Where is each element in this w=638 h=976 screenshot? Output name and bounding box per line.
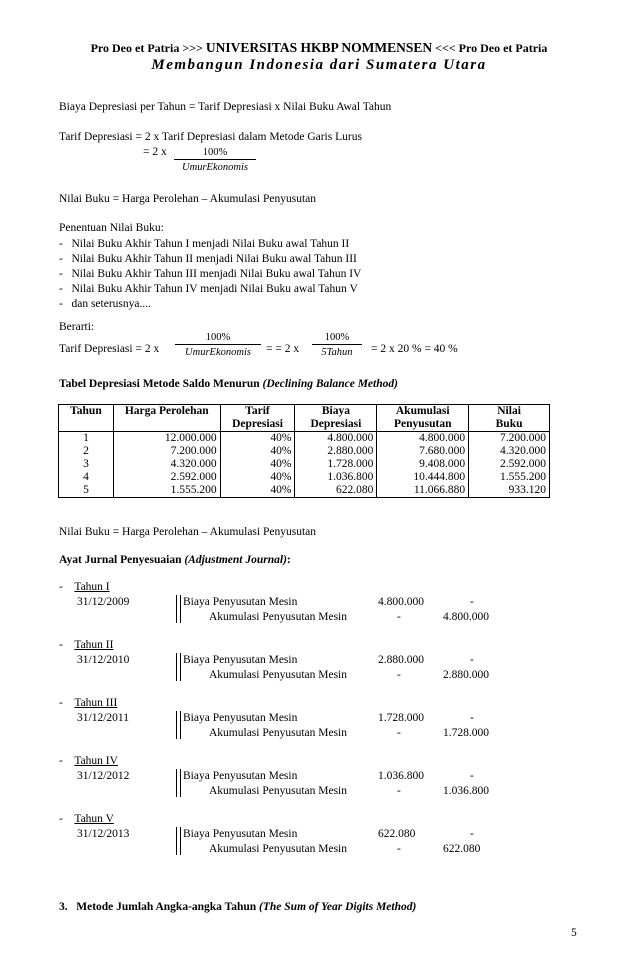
penentuan-title: Penentuan Nilai Buku: (59, 222, 164, 234)
cell-year: 1 (59, 432, 114, 446)
cell-book-value: 2.592.000 (469, 458, 550, 471)
entry-credit-debit-dash: - (397, 843, 401, 855)
cell-cost: 7.200.000 (113, 445, 220, 458)
section-title: Metode Jumlah Angka-angka Tahun (76, 901, 257, 913)
entry-credit-debit-dash: - (397, 727, 401, 739)
list-item: - Nilai Buku Akhir Tahun IV menjadi Nilai Buku awal Tahun V (59, 283, 358, 295)
list-item: - dan seterusnya.... (59, 298, 151, 310)
cell-accumulated: 9.408.000 (377, 458, 469, 471)
table-row (59, 458, 550, 471)
cell-accumulated: 4.800.000 (377, 432, 469, 446)
entry-credit-account: Akumulasi Penyusutan Mesin (209, 669, 347, 681)
entry-dash: - (59, 639, 63, 651)
cell-accumulated: 11.066.880 (377, 484, 469, 498)
table-row (59, 471, 550, 484)
fraction-umur-ekonomis (174, 147, 256, 173)
cell-rate: 40% (220, 432, 295, 446)
entry-date: 31/12/2010 (77, 654, 130, 666)
header-motto: Membangun Indonesia dari Sumatera Utara (151, 57, 487, 73)
fraction-a-denominator: UmurEkonomis (185, 347, 251, 358)
col-header: Tahun (59, 405, 114, 432)
fraction-b (312, 332, 362, 358)
cell-rate: 40% (220, 458, 295, 471)
entry-debit-credit-dash: - (470, 712, 474, 724)
table-title-text: Tabel Depresiasi Metode Saldo Menurun (59, 378, 260, 390)
entry-dash: - (59, 813, 63, 825)
entry-debit-amount: 2.880.000 (378, 654, 424, 666)
entry-credit-account: Akumulasi Penyusutan Mesin (209, 611, 347, 623)
cell-cost: 1.555.200 (113, 484, 220, 498)
cell-accumulated: 10.444.800 (377, 471, 469, 484)
table-row (59, 484, 550, 498)
cell-book-value: 933.120 (469, 484, 550, 498)
list-item-text: Nilai Buku Akhir Tahun IV menjadi Nilai Buku awal Tahun V (71, 283, 358, 295)
entry-year-label: Tahun I (74, 581, 110, 593)
entry-credit-account: Akumulasi Penyusutan Mesin (209, 727, 347, 739)
entry-year-label: Tahun IV (74, 755, 118, 767)
section-3-heading (59, 901, 416, 913)
entry-debit-account: Biaya Penyusutan Mesin (183, 654, 298, 666)
list-item: - Nilai Buku Akhir Tahun I menjadi Nilai Buku awal Tahun II (59, 238, 350, 250)
cell-rate: 40% (220, 484, 295, 498)
berarti-mid: = = 2 x (266, 343, 300, 355)
cell-expense: 1.728.000 (295, 458, 377, 471)
entry-debit-amount: 4.800.000 (378, 596, 424, 608)
entry-credit-debit-dash: - (397, 669, 401, 681)
penentuan-list (59, 237, 361, 312)
entry-credit-amount: 622.080 (443, 843, 481, 855)
col-header: Biaya Depresiasi (295, 405, 377, 432)
entry-credit-account: Akumulasi Penyusutan Mesin (209, 785, 347, 797)
cell-year: 3 (59, 458, 114, 471)
table-title-italic: (Declining Balance Method) (262, 378, 398, 390)
cell-year: 5 (59, 484, 114, 498)
list-item-text: Nilai Buku Akhir Tahun I menjadi Nilai Buku awal Tahun II (71, 238, 350, 250)
col-header: Akumulasi Penyusutan (377, 405, 469, 432)
entry-debit-credit-dash: - (470, 828, 474, 840)
cell-cost: 4.320.000 (113, 458, 220, 471)
nilai-buku-formula: Nilai Buku = Harga Perolehan – Akumulasi Penyusutan (59, 193, 317, 205)
entry-debit-credit-dash: - (470, 596, 474, 608)
list-item-text: Nilai Buku Akhir Tahun III menjadi Nilai Buku awal Tahun IV (71, 268, 362, 280)
journal-title-text: Ayat Jurnal Penyesuaian (59, 554, 182, 566)
col-header: Harga Perolehan (113, 405, 220, 432)
entry-divider (176, 711, 181, 739)
cell-expense: 1.036.800 (295, 471, 377, 484)
entry-date: 31/12/2009 (77, 596, 130, 608)
cell-rate: 40% (220, 445, 295, 458)
journal-entry-year (59, 755, 118, 767)
entry-debit-account: Biaya Penyusutan Mesin (183, 828, 298, 840)
entry-credit-amount: 1.728.000 (443, 727, 489, 739)
entry-credit-amount: 1.036.800 (443, 785, 489, 797)
berarti-lead: Tarif Depresiasi = 2 x (59, 343, 160, 355)
journal-entry-year (59, 639, 113, 651)
entry-year-label: Tahun V (74, 813, 114, 825)
entry-divider (176, 769, 181, 797)
list-item: - Nilai Buku Akhir Tahun II menjadi Nilai Buku awal Tahun III (59, 253, 357, 265)
cell-year: 4 (59, 471, 114, 484)
page-number: 5 (571, 927, 577, 939)
cell-expense: 2.880.000 (295, 445, 377, 458)
entry-credit-account: Akumulasi Penyusutan Mesin (209, 843, 347, 855)
berarti-title: Berarti: (59, 321, 95, 333)
entry-dash: - (59, 581, 63, 593)
table-row (59, 432, 550, 446)
entry-year-label: Tahun II (74, 639, 114, 651)
entry-credit-debit-dash: - (397, 785, 401, 797)
biaya-formula: Biaya Depresiasi per Tahun = Tarif Depresiasi x Nilai Buku Awal Tahun (59, 101, 392, 113)
header-right: <<< Pro Deo et Patria (435, 41, 548, 55)
fraction-b-numerator: 100% (312, 332, 362, 345)
journal-entry-year (59, 581, 110, 593)
cell-accumulated: 7.680.000 (377, 445, 469, 458)
col-header: Nilai Buku (469, 405, 550, 432)
entry-debit-account: Biaya Penyusutan Mesin (183, 596, 298, 608)
entry-credit-debit-dash: - (397, 611, 401, 623)
page-header (0, 40, 638, 56)
entry-divider (176, 653, 181, 681)
entry-debit-credit-dash: - (470, 770, 474, 782)
table-title (59, 378, 398, 390)
list-item: - Nilai Buku Akhir Tahun III menjadi Nilai Buku awal Tahun IV (59, 268, 362, 280)
section-title-italic: (The Sum of Year Digits Method) (259, 901, 417, 913)
cell-book-value: 1.555.200 (469, 471, 550, 484)
col-header: Tarif Depresiasi (220, 405, 295, 432)
depreciation-table (58, 404, 550, 498)
table-header-row (59, 405, 550, 432)
table-row (59, 445, 550, 458)
entry-dash: - (59, 755, 63, 767)
tarif-formula-line2: = 2 x (143, 146, 167, 158)
section-number: 3. (59, 901, 68, 913)
entry-credit-amount: 4.800.000 (443, 611, 489, 623)
tarif-formula-line1: Tarif Depresiasi = 2 x Tarif Depresiasi dalam Metode Garis Lurus (59, 131, 362, 143)
cell-year: 2 (59, 445, 114, 458)
entry-date: 31/12/2013 (77, 828, 130, 840)
entry-date: 31/12/2011 (77, 712, 129, 724)
nilai-buku-formula-2: Nilai Buku = Harga Perolehan – Akumulasi Penyusutan (59, 526, 317, 538)
cell-rate: 40% (220, 471, 295, 484)
entry-date: 31/12/2012 (77, 770, 130, 782)
cell-expense: 4.800.000 (295, 432, 377, 446)
journal-entry-year (59, 697, 117, 709)
entry-debit-amount: 1.036.800 (378, 770, 424, 782)
header-university: UNIVERSITAS HKBP NOMMENSEN (205, 40, 433, 55)
cell-cost: 12.000.000 (113, 432, 220, 446)
fraction-numerator: 100% (174, 147, 256, 160)
entry-debit-account: Biaya Penyusutan Mesin (183, 770, 298, 782)
list-item-text: dan seterusnya.... (71, 298, 151, 310)
fraction-a-numerator: 100% (175, 332, 261, 345)
cell-expense: 622.080 (295, 484, 377, 498)
fraction-denominator: UmurEkonomis (182, 162, 248, 173)
journal-title-colon: : (286, 554, 291, 566)
entry-debit-amount: 622.080 (378, 828, 416, 840)
entry-divider (176, 595, 181, 623)
list-item-text: Nilai Buku Akhir Tahun II menjadi Nilai Buku awal Tahun III (71, 253, 357, 265)
cell-cost: 2.592.000 (113, 471, 220, 484)
fraction-b-denominator: 5Tahun (321, 347, 353, 358)
entry-year-label: Tahun III (74, 697, 118, 709)
entry-debit-amount: 1.728.000 (378, 712, 424, 724)
journal-title (59, 554, 291, 566)
entry-debit-account: Biaya Penyusutan Mesin (183, 712, 298, 724)
cell-book-value: 7.200.000 (469, 432, 550, 446)
entry-credit-amount: 2.880.000 (443, 669, 489, 681)
journal-entry-year (59, 813, 114, 825)
journal-title-italic: (Adjustment Journal) (184, 554, 287, 566)
cell-book-value: 4.320.000 (469, 445, 550, 458)
header-left: Pro Deo et Patria >>> (90, 41, 203, 55)
entry-divider (176, 827, 181, 855)
berarti-tail: = 2 x 20 % = 40 % (371, 343, 458, 355)
entry-debit-credit-dash: - (470, 654, 474, 666)
entry-dash: - (59, 697, 63, 709)
fraction-a (175, 332, 261, 358)
